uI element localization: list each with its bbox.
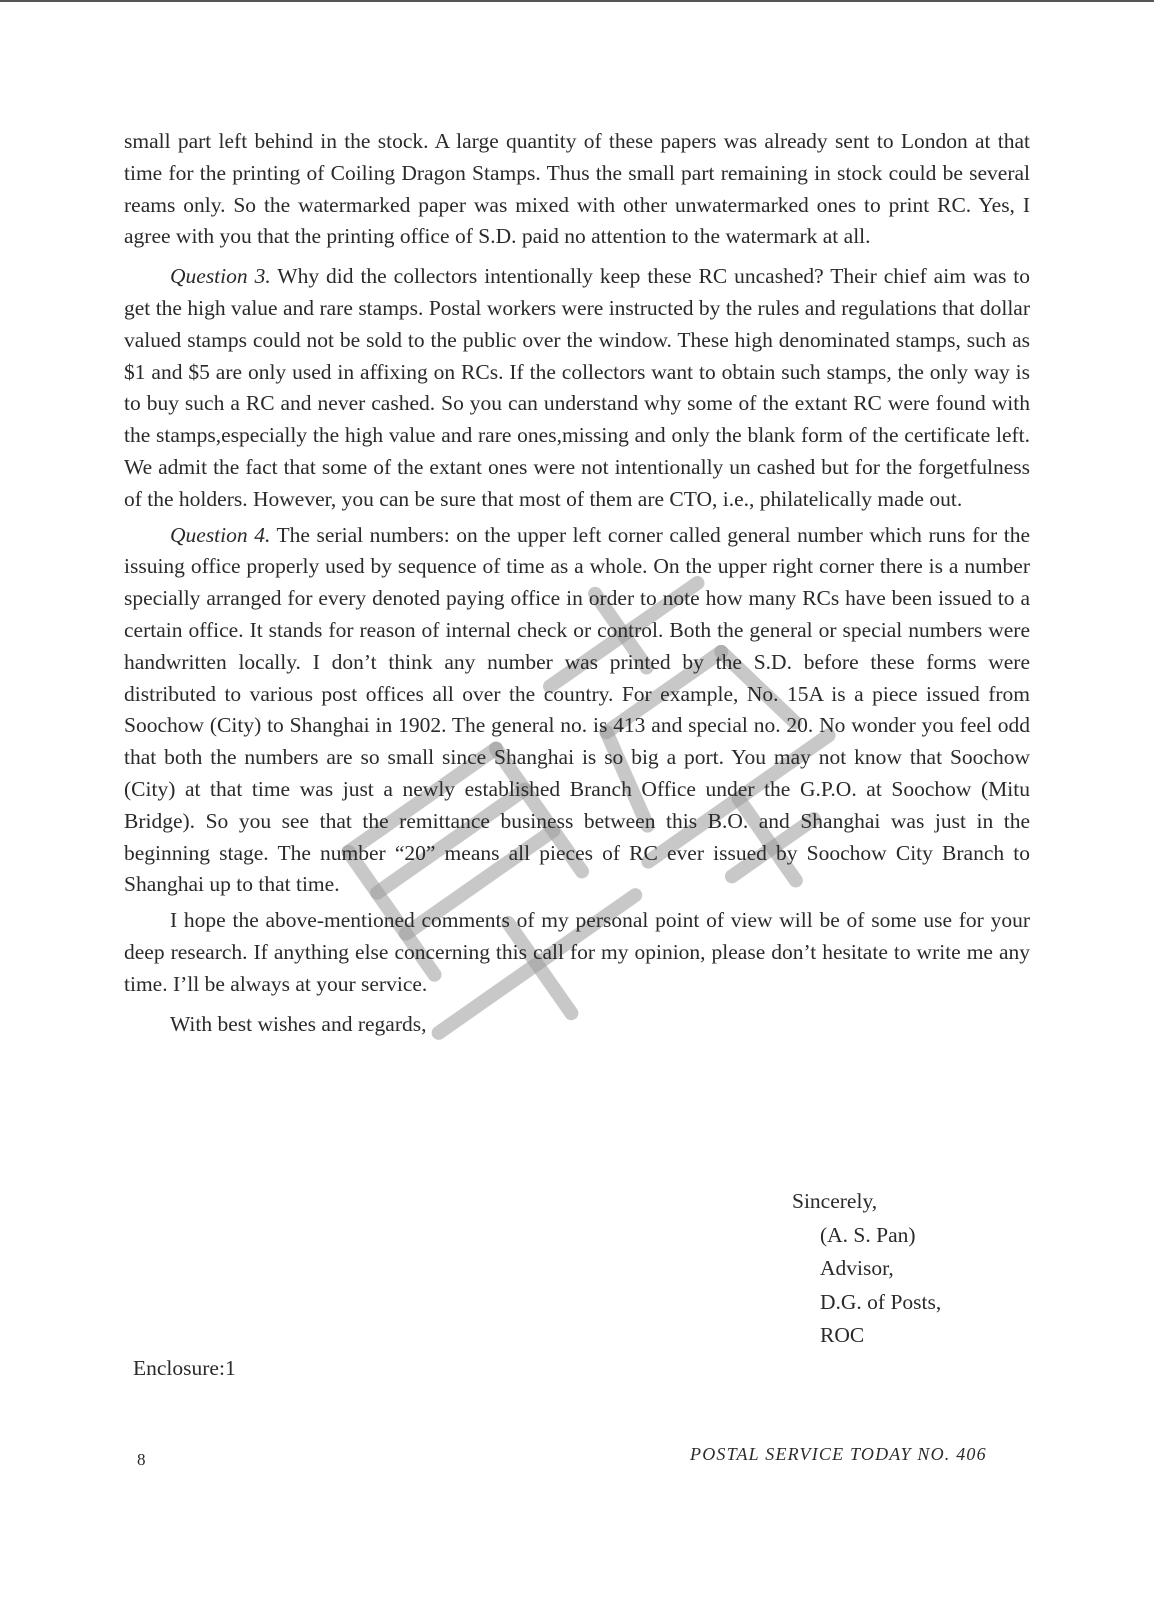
signature-organization: D.G. of Posts, bbox=[820, 1289, 942, 1314]
paragraph-question-4 bbox=[124, 520, 1030, 902]
paragraph-closing-remarks: I hope the above-mentioned comments of my personal point of view will be of some use for your deep research. If anything else concerning this call for my opinion, please don’t hesitate to write me any time. I’ll be always at your service. bbox=[124, 908, 1030, 996]
closing-salutation: With best wishes and regards, bbox=[170, 1011, 427, 1036]
question-4-label: Question 4. bbox=[170, 522, 271, 547]
paragraph-watermark-paper: small part left behind in the stock. A large quantity of these papers was already sent to London at that time for the printing of Coiling Dragon Stamps. Thus the small part remaining in stock could be several reams only. So the watermarked paper was mixed with other unwatermarked ones to print RC. Yes, I agree with you that the printing office of S.D. paid no attention to the watermark at all. bbox=[124, 129, 1030, 249]
question-3-label: Question 3. bbox=[170, 264, 271, 289]
publication-footer: POSTAL SERVICE TODAY NO. 406 bbox=[690, 1444, 987, 1464]
signature-sincerely: Sincerely, bbox=[792, 1189, 878, 1213]
question-3-text: Why did the collectors intentionally keep these RC uncashed? Their chief aim was to get the high value and rare stamps. Postal workers were instructed by the rules and regulations that dollar valued stamps could not be sold to the public over the window. These high denominated stamps, such as $1 and $5 are only used in affixing on RCs. If the collectors want to obtain such stamps, the only way is to buy such a RC and never cashed. So you can understand why some of the extant RC were found with the stamps,especially the high value and rare ones,missing and only the blank form of the certificate left. We admit the fact that some of the extant ones were not intentionally un cashed but for the forgetfulness of the holders. However, you can be sure that most of them are CTO, i.e., philatelically made out. bbox=[124, 264, 1030, 511]
question-4-text: The serial numbers: on the upper left corner called general number which runs for the issuing office properly used by sequence of time as a whole. On the upper right corner there is a number specially arranged for every denoted paying office in order to note how many RCs have been issued to a certain office. It stands for reason of internal check or control. Both the general or special numbers were handwritten locally. I don’t think any number was printed by the S.D. before these forms were distributed to various post offices all over the country. For example, No. 15A is a piece issued from Soochow (City) to Shanghai in 1902. The general no. is 413 and special no. 20. No wonder you feel odd that both the numbers are so small since Shanghai is so big a port. You may not know that Soochow (City) at that time was just a newly established Branch Office under the G.P.O. at Soochow (Mitu Bridge). So you see that the remittance business between this B.O. and Shanghai was just in the beginning stage. The number “20” means all pieces of RC ever issued by Soochow City Branch to Shanghai up to that time. bbox=[124, 522, 1030, 897]
signature-country: ROC bbox=[820, 1323, 865, 1347]
signature-title: Advisor, bbox=[820, 1256, 894, 1280]
signature-block bbox=[792, 1185, 941, 1353]
page-number: 8 bbox=[137, 1450, 146, 1469]
paragraph-question-3 bbox=[124, 261, 1030, 515]
letter-body bbox=[124, 126, 1030, 1040]
top-border-rule bbox=[0, 0, 1154, 2]
enclosure-note: Enclosure:1 bbox=[133, 1356, 236, 1380]
signature-name: (A. S. Pan) bbox=[820, 1222, 916, 1247]
